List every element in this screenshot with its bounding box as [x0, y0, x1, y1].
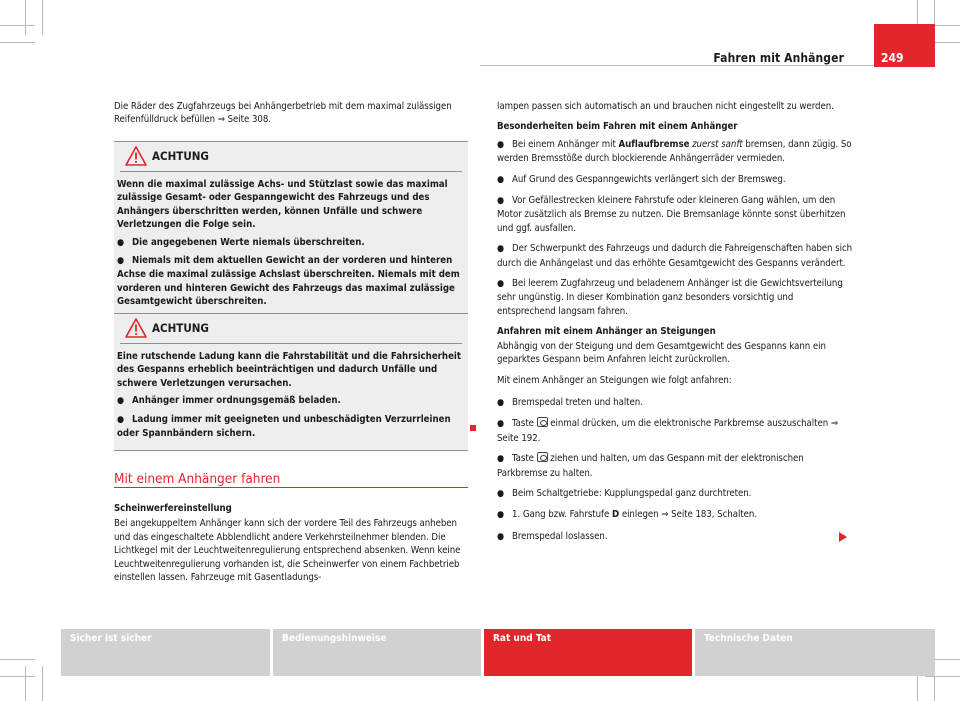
- crop-mark: [0, 659, 35, 660]
- list-item: ● Der Schwerpunkt des Fahrzeugs und dadurch die Fahreigenschaften haben sich durch die Anhängelast und das erhöhte Gesamtgewicht des Gespanns verändert.: [497, 243, 853, 269]
- warning-box: [114, 313, 468, 451]
- warning-title: ACHTUNG: [152, 149, 209, 163]
- crop-mark: [0, 42, 35, 43]
- warning-triangle-icon: [125, 146, 147, 166]
- running-header-title: Fahren mit Anhänger: [713, 51, 844, 65]
- step-item: ● Beim Schaltgetriebe: Kupplungspedal ganz durchtreten.: [497, 487, 752, 499]
- step-item: ● Bremspedal treten und halten.: [497, 396, 643, 408]
- step-item: ● 1. Gang bzw. Fahrstufe D einlegen ⇒ Seite 183, Schalten.: [497, 509, 758, 521]
- warning-body: [114, 172, 468, 319]
- body-paragraph: Abhängig von der Steigung und dem Gesamtgewicht des Gespanns kann ein geparktes Gespann beim Anfahren leicht zurückrollen.: [497, 340, 826, 366]
- subheading: Scheinwerfereinstellung: [114, 503, 232, 514]
- list-item: ● Bei einem Anhänger mit Auflaufbremse zuerst sanft bremsen, dann zügig. So werden Bremsstöße durch blockierende Anhängerräder vermieden.: [497, 138, 852, 165]
- crop-mark: [42, 0, 43, 35]
- warning-box: [114, 141, 468, 320]
- right-column: [497, 100, 853, 551]
- warning-header: [120, 142, 462, 172]
- intro-paragraph: Die Räder des Zugfahrzeugs bei Anhängerbetrieb mit dem maximal zulässigen Reifenfülldruck befüllen ⇒ Seite 308.: [114, 101, 452, 126]
- crop-mark: [42, 666, 43, 701]
- warning-body: [114, 344, 468, 450]
- parking-brake-key-icon: [537, 417, 548, 427]
- footer-tab[interactable]: Bedienungshinweise: [273, 629, 481, 676]
- step-item: ● Taste einmal drücken, um die elektronische Parkbremse auszuschalten ⇒ Seite 192.: [497, 418, 839, 444]
- subheading: Besonderheiten beim Fahren mit einem Anhänger: [497, 121, 738, 133]
- list-item: ● Bei leerem Zugfahrzeug und beladenem Anhänger ist die Gewichtsverteilung sehr ungünstig. In dieser Kombination ganz besonders vorsichtig und entsprechend langsam fahren.: [497, 278, 843, 317]
- step-item: ● Taste ziehen und halten, um das Gespann mit der elektronischen Parkbremse zu halten.: [497, 453, 804, 479]
- subheading: Anfahren mit einem Anhänger an Steigungen: [497, 326, 716, 338]
- body-paragraph: Bei angekuppeltem Anhänger kann sich der vordere Teil des Fahrzeugs anheben und das eingeschaltete Abblendlicht andere Verkehrsteilnehmer blenden. Die Lichtkegel mit der Leuchtweitenregulierung entsprechend absenken. Wenn keine Leuchtweitenregulierung vorhanden ist, die Scheinwerfer von einem Fachbetrieb einstellen lassen. Fahrzeuge mit Gasentladungs-: [114, 518, 461, 584]
- crop-mark: [0, 676, 35, 677]
- warning-title: ACHTUNG: [152, 321, 209, 335]
- warning-triangle-icon: [125, 318, 147, 338]
- body-paragraph: lampen passen sich automatisch an und brauchen nicht eingestellt zu werden.: [497, 101, 834, 112]
- crop-mark: [25, 666, 26, 701]
- footer-tab[interactable]: Technische Daten: [695, 629, 935, 676]
- section-rule: [114, 487, 468, 488]
- warning-text: Eine rutschende Ladung kann die Fahrstabilität und die Fahrsicherheit des Gespanns erheblich beeinträchtigen und dadurch Unfälle und schwere Verletzungen verursachen.: [117, 351, 462, 389]
- warning-bullet: ● Ladung immer mit geeigneten und unbeschädigten Verzurrleinen oder Spannbändern sichern.: [117, 413, 451, 440]
- warning-bullet: ● Niemals mit dem aktuellen Gewicht an der vorderen und hinteren Achse die maximal zulässige Achslast überschreiten. Niemals mit dem vorderen und hinteren Gewicht des Fahrzeugs das maximal zulässige Gesamtgewicht überschreiten.: [117, 255, 460, 308]
- left-column: [114, 100, 469, 134]
- end-of-section-mark: [470, 425, 476, 431]
- warning-header: [120, 314, 462, 344]
- list-item: ● Vor Gefällestrecken kleinere Fahrstufe oder kleineren Gang wählen, um den Motor zusätzlich als Bremse zu nutzen. Die Bremsanlage könnte sonst überhitzen und ggf. ausfallen.: [497, 195, 846, 234]
- left-column-section: [114, 502, 469, 591]
- footer-tab-active[interactable]: Rat und Tat: [484, 629, 692, 676]
- body-paragraph: Mit einem Anhänger an Steigungen wie folgt anfahren:: [497, 374, 732, 386]
- warning-text: Wenn die maximal zulässige Achs- und Stützlast sowie das maximal zulässige Gesamt- oder Gespanngewicht des Fahrzeugs und des Anhängers überschritten werden, können Unfälle und schwere Verletzungen die Folge sein.: [117, 179, 448, 231]
- list-item: ● Auf Grund des Gespanngewichts verlängert sich der Bremsweg.: [497, 173, 786, 185]
- parking-brake-key-icon: [537, 452, 548, 462]
- step-item: ● Bremspedal loslassen.: [497, 530, 608, 542]
- page-number: 249: [881, 51, 904, 65]
- warning-bullet: ● Die angegebenen Werte niemals überschreiten.: [117, 236, 365, 248]
- crop-mark: [25, 0, 26, 35]
- header-rule: [480, 65, 935, 66]
- warning-bullet: ● Anhänger immer ordnungsgemäß beladen.: [117, 395, 341, 407]
- crop-mark: [0, 25, 35, 26]
- section-title: Mit einem Anhänger fahren: [114, 471, 281, 487]
- footer-tab[interactable]: Sicher ist sicher: [61, 629, 270, 676]
- crop-mark: [925, 676, 960, 677]
- continue-arrow-icon: [839, 532, 847, 542]
